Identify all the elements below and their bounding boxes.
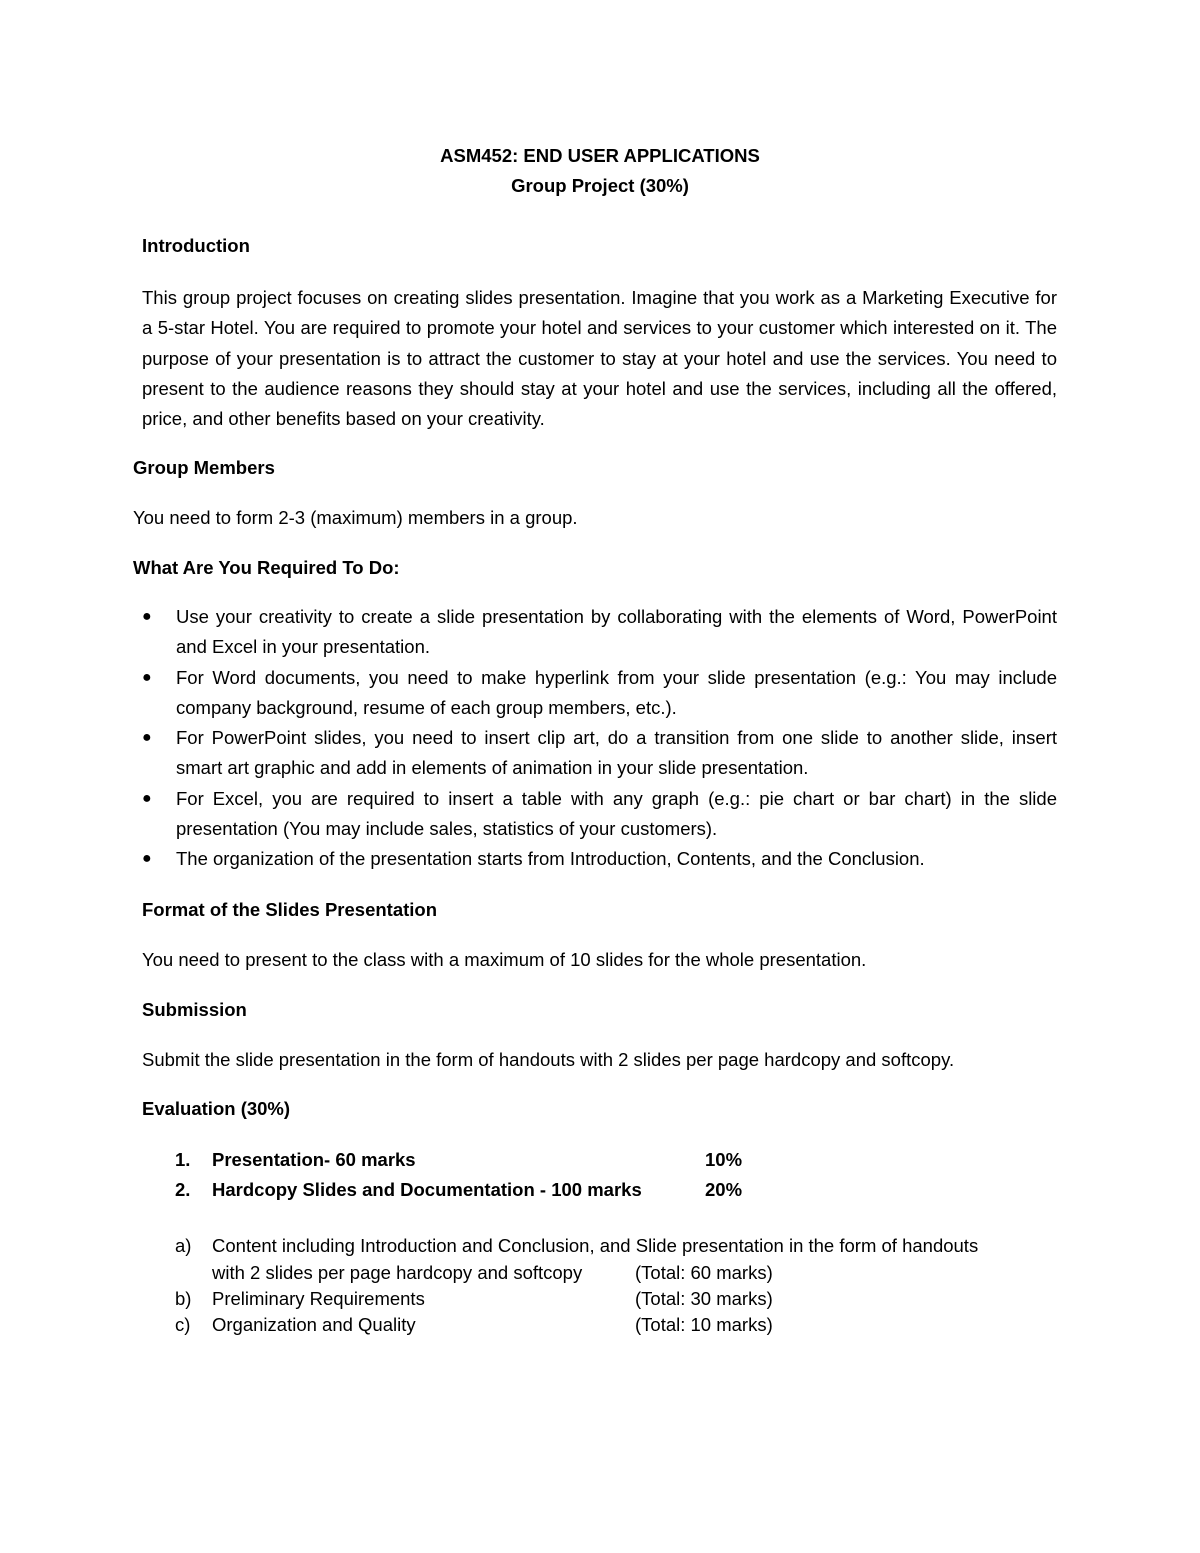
doc-title: ASM452: END USER APPLICATIONS <box>440 145 760 166</box>
intro-text: This group project focuses on creating slides presentation. Imagine that you work as a Marketing Executive for a 5-star Hotel. You are required to promote your hotel and services to your customer which interested on it. The purpose of your presentation is to attract the customer to stay at your hotel and use the services. You need to present to the audience reasons they should stay at your hotel and use the services, including all the offered, price, and other benefits based on your creativity. <box>142 287 1057 430</box>
criteria-letter: c) <box>175 1314 191 1335</box>
list-item: ● Use your creativity to create a slide presentation by collaborating with the elements of Word, PowerPoint and Excel in your presentation. <box>142 602 1057 663</box>
eval-label: Presentation- 60 marks <box>212 1149 416 1170</box>
eval-percent: 10% <box>705 1149 743 1170</box>
criteria-letter: b) <box>175 1288 192 1309</box>
criteria-row-continued <box>0 1260 1200 1286</box>
criteria-total: (Total: 30 marks) <box>635 1288 773 1309</box>
submission-heading: Submission <box>142 999 247 1020</box>
criteria-label: Organization and Quality <box>212 1314 416 1335</box>
bullet-icon: ● <box>142 729 152 747</box>
bullet-icon: ● <box>142 850 152 868</box>
format-heading: Format of the Slides Presentation <box>142 899 438 920</box>
eval-number: 2. <box>175 1179 191 1200</box>
required-list <box>142 602 1057 875</box>
eval-label: Hardcopy Slides and Documentation - 100 marks <box>212 1179 642 1200</box>
intro-paragraph <box>142 283 1057 434</box>
members-text: You need to form 2-3 (maximum) members in a group. <box>133 507 578 528</box>
criteria-label: Content including Introduction and Conclusion, and Slide presentation in the form of handouts <box>212 1235 979 1256</box>
evaluation-heading: Evaluation (30%) <box>142 1098 291 1119</box>
criteria-label: Preliminary Requirements <box>212 1288 425 1309</box>
doc-subtitle: Group Project (30%) <box>511 175 689 196</box>
bullet-icon: ● <box>142 789 152 807</box>
criteria-row <box>0 1286 1200 1312</box>
list-item: ● For Word documents, you need to make hyperlink from your slide presentation (e.g.: You may include company background, resume of each group members, etc.). <box>142 663 1057 724</box>
criteria-letter: a) <box>175 1235 192 1256</box>
list-item: ● For PowerPoint slides, you need to insert clip art, do a transition from one slide to another slide, insert smart art graphic and add in elements of animation in your slide presentation. <box>142 723 1057 784</box>
criteria-label: with 2 slides per page hardcopy and softcopy <box>212 1262 583 1283</box>
bullet-icon: ● <box>142 608 152 625</box>
list-item: ● For Excel, you are required to insert a table with any graph (e.g.: pie chart or bar chart) in the slide presentation (You may include sales, statistics of your customers). <box>142 784 1057 845</box>
bullet-icon: ● <box>142 668 152 686</box>
submission-text: Submit the slide presentation in the form of handouts with 2 slides per page hardcopy and softcopy. <box>142 1049 955 1070</box>
evaluation-row <box>0 1177 1200 1203</box>
evaluation-row <box>0 1147 1200 1173</box>
intro-heading: Introduction <box>142 235 250 256</box>
criteria-row <box>0 1233 1200 1259</box>
list-item: ● The organization of the presentation starts from Introduction, Contents, and the Conclusion. <box>142 844 1057 874</box>
eval-percent: 20% <box>705 1179 743 1200</box>
criteria-total: (Total: 10 marks) <box>635 1314 773 1335</box>
criteria-row <box>0 1312 1200 1338</box>
required-heading: What Are You Required To Do: <box>133 557 400 578</box>
eval-number: 1. <box>175 1149 191 1170</box>
format-text: You need to present to the class with a maximum of 10 slides for the whole presentation. <box>142 949 867 970</box>
criteria-total: (Total: 60 marks) <box>635 1262 773 1283</box>
members-heading: Group Members <box>133 457 275 478</box>
